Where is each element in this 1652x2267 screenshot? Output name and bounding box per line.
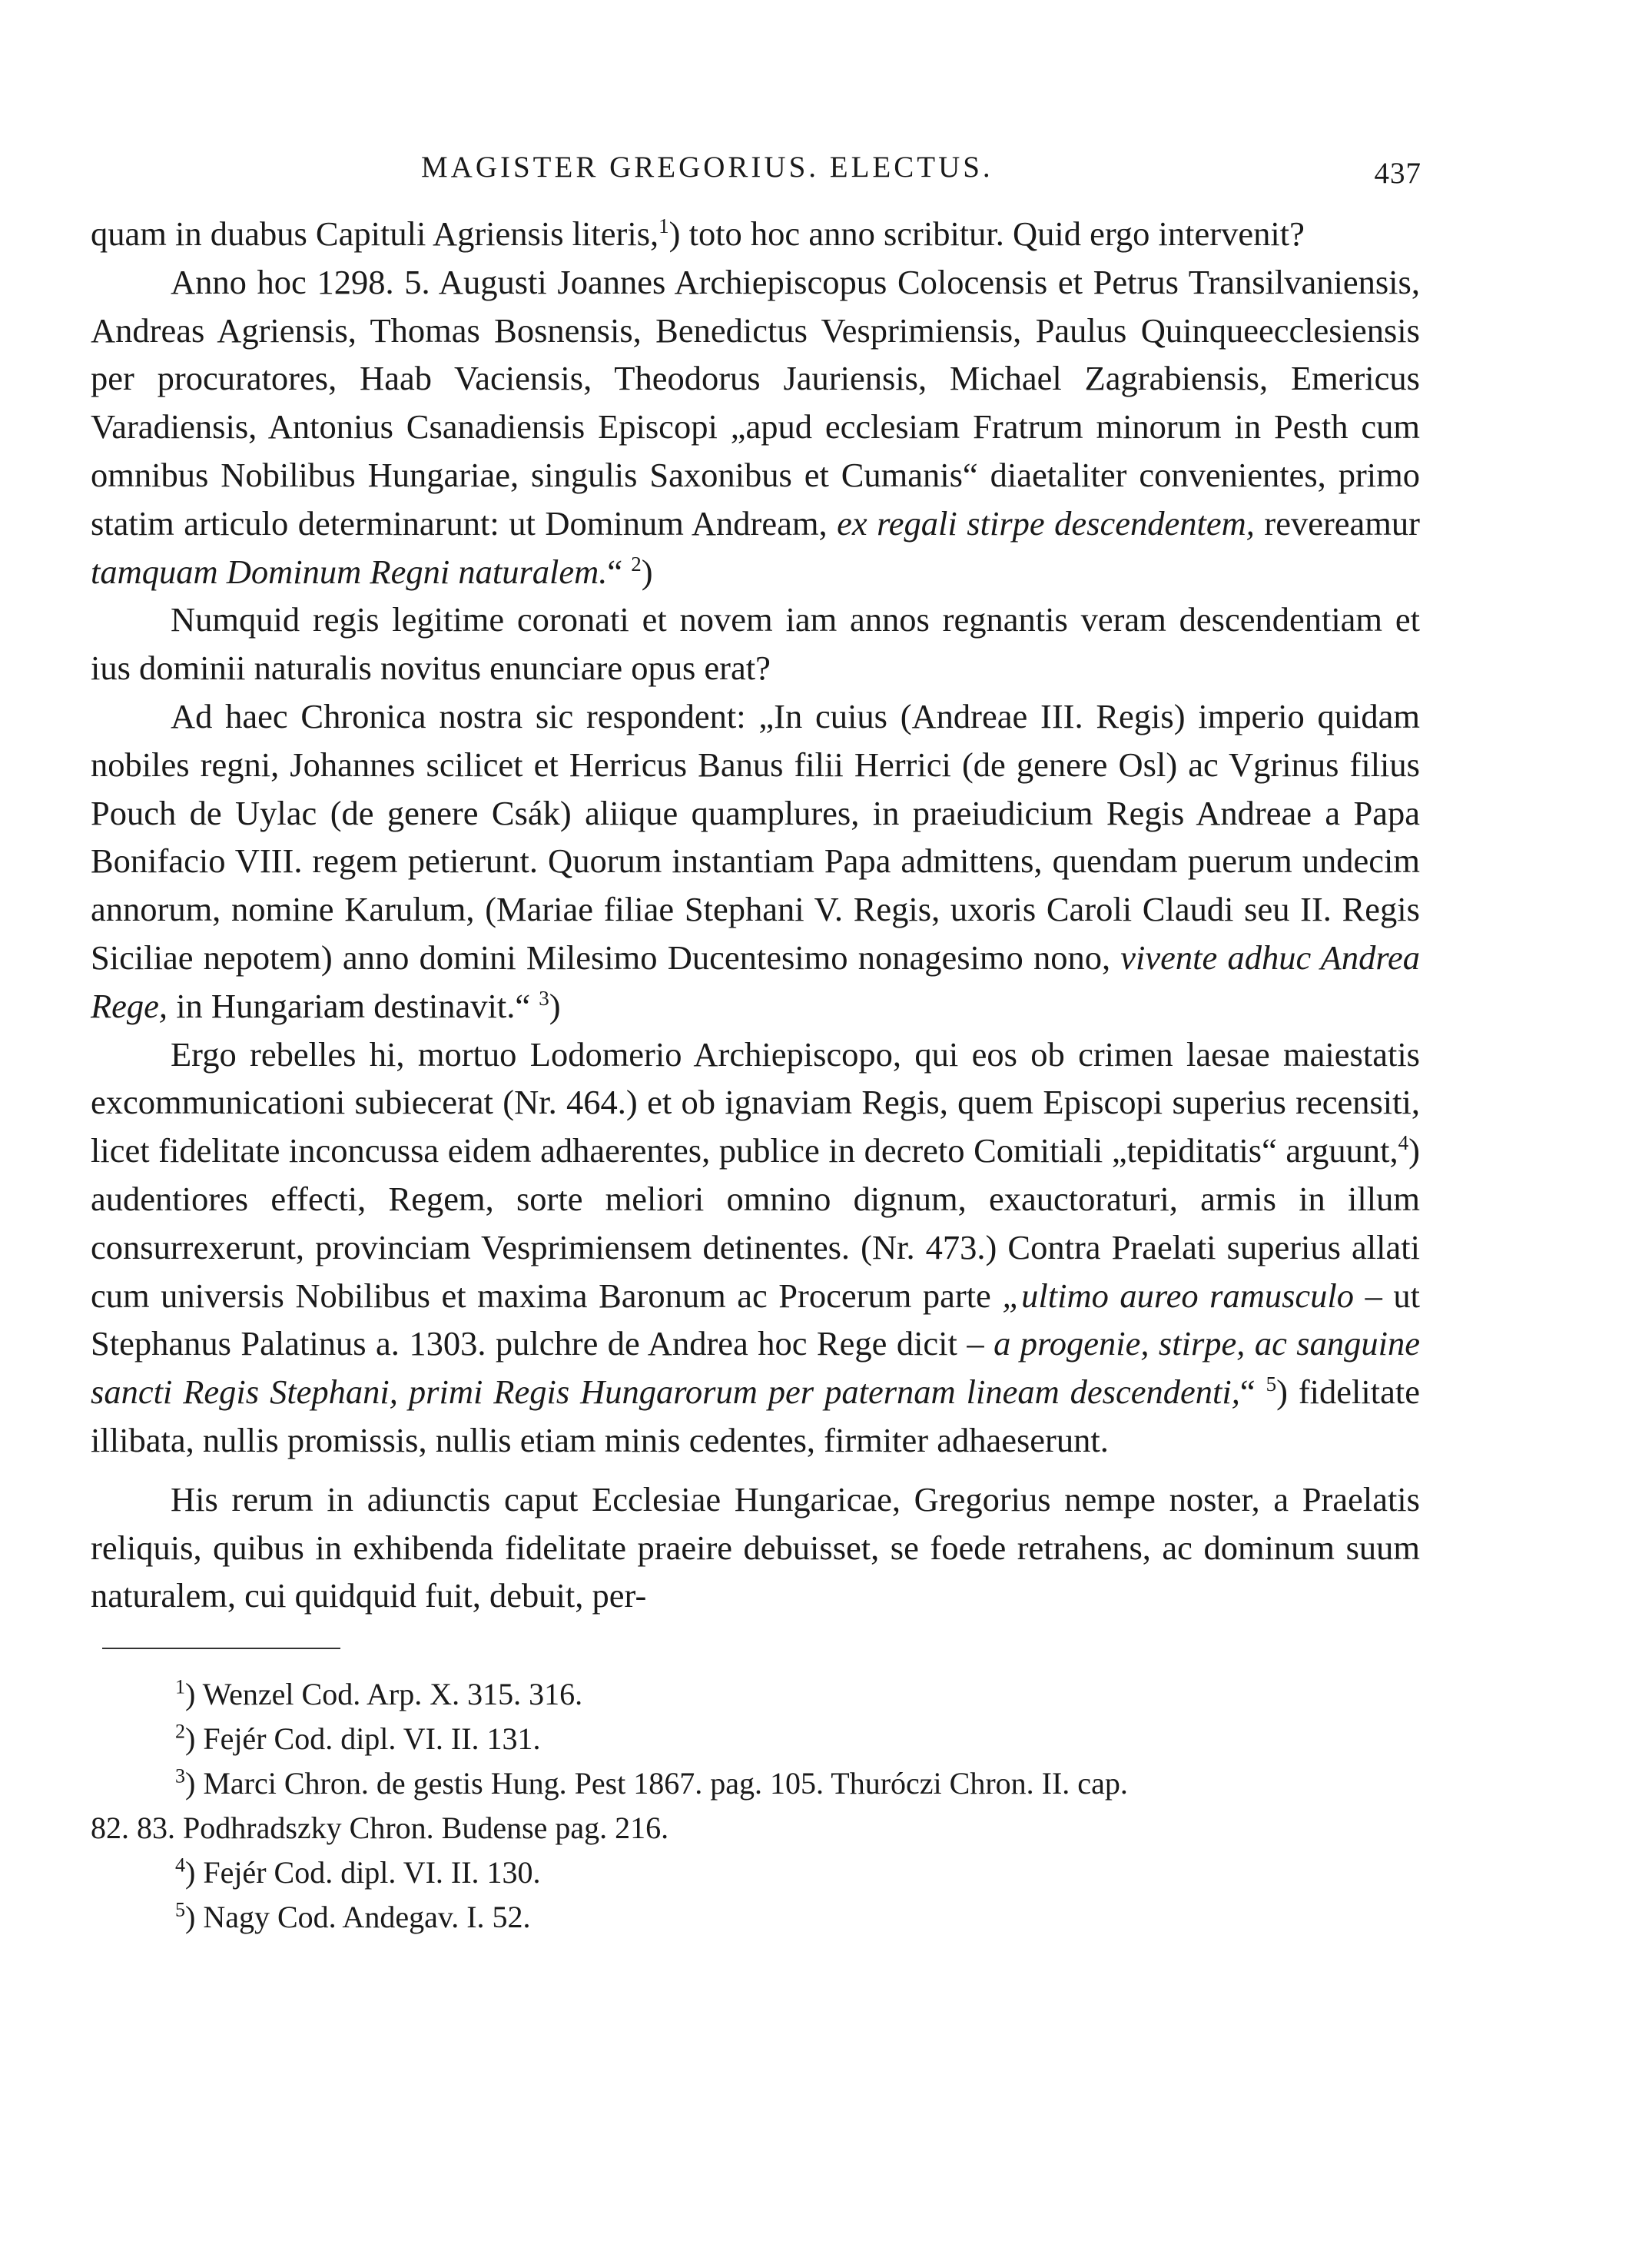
text-run: “ xyxy=(607,552,632,591)
paragraph-2 xyxy=(91,258,1420,596)
paragraph-6: His rerum in adiunctis caput Ecclesiae Hungaricae, Gregorius nempe noster, a Praelatis reliquis, quibus in exhibenda fidelitate praeire debuisset, se foede retrahens, ac dominum suum naturalem, cui quidquid fuit, debuit, per- xyxy=(91,1479,1420,1615)
footnote-mark: 2 xyxy=(175,1720,185,1743)
footnote-ref-3[interactable]: 3 xyxy=(539,986,549,1010)
footnote-mark: 3 xyxy=(175,1764,185,1787)
text-run: “ xyxy=(1239,1372,1266,1412)
running-head xyxy=(91,150,1420,204)
running-title: MAGISTER GREGORIUS. ELECTUS. xyxy=(421,151,994,184)
text-run: revereamur xyxy=(1254,503,1420,543)
footnote-text: ) Nagy Cod. Andegav. I. 52. xyxy=(185,1900,531,1935)
footnote-ref-4[interactable]: 4 xyxy=(1398,1131,1409,1155)
italic-run: vivente adhuc Andrea Rege, xyxy=(91,938,1420,1025)
text-run: quam in duabus Capituli Agriensis literis, xyxy=(91,214,659,253)
text-run: ) xyxy=(549,986,561,1025)
footnote-3 xyxy=(91,1761,1420,1806)
footnote-ref-1[interactable]: 1 xyxy=(658,214,669,238)
footnote-ref-5[interactable]: 5 xyxy=(1266,1372,1277,1396)
footnote-mark: 1 xyxy=(175,1675,185,1698)
page-number: 437 xyxy=(1374,157,1421,190)
footnote-text: ) Fejér Cod. dipl. VI. II. 131. xyxy=(185,1721,541,1757)
footnote-ref-2[interactable]: 2 xyxy=(631,552,642,576)
footnote-text: ) Marci Chron. de gestis Hung. Pest 1867. pag. 105. Thuróczi Chron. II. cap. xyxy=(185,1766,1128,1801)
footnote-separator xyxy=(102,1648,340,1649)
footnote-mark: 4 xyxy=(175,1854,185,1877)
italic-run: a progenie, stirpe, ac sanguine sancti Regis Stephani, primi Regis Hungarorum per paternam lineam descendenti, xyxy=(91,1324,1420,1412)
text-run: Ergo rebelles hi, mortuo Lodomerio Archiepiscopo, qui eos ob crimen laesae maiestatis excommunicationi subiecerat (Nr. 464.) et ob ignaviam Regis, quem Episcopi superius recensiti, licet fidelitate inconcussa eidem adhaerentes, publice in decreto Comitiali „tepiditatis“ arguunt, xyxy=(91,1034,1420,1170)
paragraph-4 xyxy=(91,692,1420,1031)
italic-run: ex regali stirpe descendentem, xyxy=(837,503,1255,543)
paragraph-3: Numquid regis legitime coronati et novem iam annos regnantis veram descendentiam et ius dominii naturalis novitus enunciare opus erat? xyxy=(91,600,1420,688)
footnote-5 xyxy=(91,1895,1420,1940)
italic-run: „ultimo aureo ramusculo xyxy=(1002,1276,1355,1315)
book-page xyxy=(91,150,1420,1940)
footnote-mark: 5 xyxy=(175,1898,185,1921)
text-run: ) xyxy=(641,552,653,591)
main-text xyxy=(91,210,1420,1620)
text-run: Anno hoc 1298. 5. Augusti Joannes Archiepiscopus Colocensis et Petrus Transilvaniensis, Andreas Agriensis, Thomas Bosnensis, Benedictus Vesprimiensis, Paulus Quinqueecclesiensis per procuratores, Haab Vaciensis, Theodorus Jauriensis, Michael Zagrabiensis, Emericus Varadiensis, Antonius Csanadiensis Episcopi „apud ecclesiam Fratrum minorum in Pesth cum omnibus Nobilibus Hungariae, singulis Saxonibus et Cumanis“ diaetaliter convenientes, primo statim articulo determinarunt: ut Dominum Andream, xyxy=(91,262,1420,543)
text-run: Ad haec Chronica nostra sic respondent: „In cuius (Andreae III. Regis) imperio quidam nobiles regni, Johannes scilicet et Herricus Banus filii Herrici (de genere Osl) ac Vgrinus filius Pouch de Uylac (de genere Csák) aliique quamplures, in praeiudicium Regis Andreae a Papa Bonifacio VIII. regem petierunt. Quorum instantiam Papa admittens, quendam puerum undecim annorum, nomine Karulum, (Mariae filiae Stephani V. Regis, uxoris Caroli Claudi seu II. Regis Siciliae nepotem) anno domini Milesimo Ducentesimo nonagesimo nono, xyxy=(91,696,1420,977)
footnote-4 xyxy=(91,1850,1420,1895)
footnote-2 xyxy=(91,1717,1420,1761)
paragraph-5 xyxy=(91,1031,1420,1465)
italic-run: tamquam Dominum Regni naturalem. xyxy=(91,552,608,591)
text-run: ) toto hoc anno scribitur. Quid ergo intervenit? xyxy=(668,214,1305,253)
paragraph-1 xyxy=(91,210,1420,258)
footnotes xyxy=(91,1672,1420,1940)
text-run: – ut Stephanus Palatinus a. 1303. pulchre de Andrea hoc Rege dicit – xyxy=(91,1276,1421,1363)
footnote-text: ) Fejér Cod. dipl. VI. II. 130. xyxy=(185,1855,541,1890)
footnote-1 xyxy=(91,1672,1420,1717)
text-run: in Hungariam destinavit.“ xyxy=(168,986,539,1025)
footnote-3-continued: 82. 83. Podhradszky Chron. Budense pag. 216. xyxy=(91,1811,669,1846)
text-run: ) audentiores effecti, Regem, sorte meliori omnino dignum, exauctoraturi, armis in illum consurrexerunt, provinciam Vesprimiensem detinentes. (Nr. 473.) Contra Praelati superius allati cum universis Nobilibus et maxima Baronum ac Procerum parte xyxy=(91,1131,1420,1315)
footnote-text: ) Wenzel Cod. Arp. X. 315. 316. xyxy=(185,1677,583,1712)
text-run: ) fidelitate illibata, nullis promissis, nullis etiam minis cedentes, firmiter adhaeserunt. xyxy=(91,1372,1420,1459)
